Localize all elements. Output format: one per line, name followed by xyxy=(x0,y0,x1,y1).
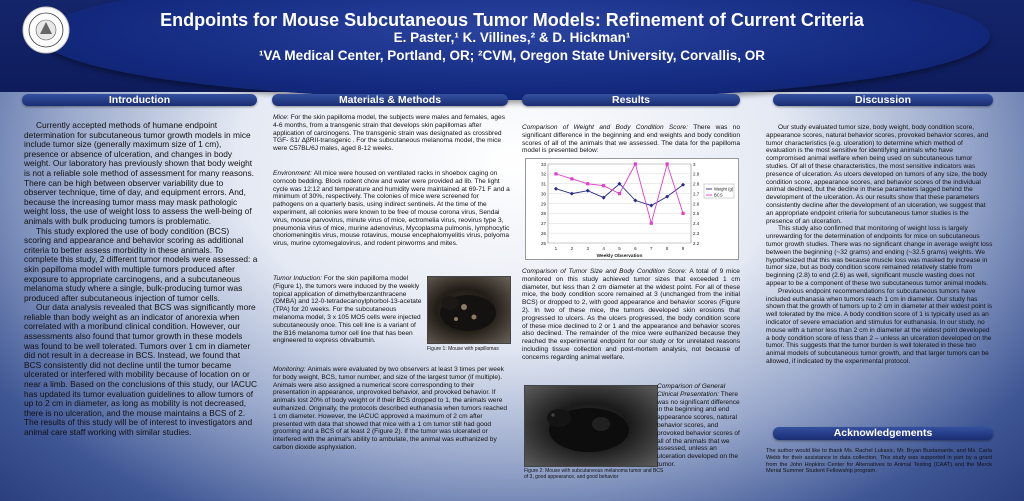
x-tick-label: 3 xyxy=(586,246,589,251)
y2-tick-label: 2.6 xyxy=(693,201,700,207)
methods-monitoring-label: Monitoring: xyxy=(273,366,306,373)
results-weight-bcs-label: Comparison of Weight and Body Condition Score: xyxy=(522,124,688,131)
discussion-paragraph-1: Our study evaluated tumor size, body weight, body condition score, appearance scores, natural behavior scores, provoked behavior scores, and tumor characteristics (e.g. ulceration) to determine which method of evaluation is the most sensitive for identifying animals who have compromised animal welfare when being used on subcutaneous tumor studies. Of all of these characteristics, the most sensitive indicators was presence of ulceration. As ulcers developed on tumors of any size, the body condition score, appearance scores, and behavior scores of the individual animal declined, but the decline in these parameters lagged behind the development of the ulceration. As our results show that these parameters consistently decline after the development of an ulceration, we suggest that an appropriate endpoint criteria for subcutaneous tumor studies is the presence of an ulceration. xyxy=(766,124,989,225)
poster-affiliations: ¹VA Medical Center, Portland, OR; ²CVM, Oregon State University, Corvallis, OR xyxy=(258,48,766,63)
y-tick-label: 30 xyxy=(540,191,546,197)
methods-environment-text: All mice were housed on ventilated racks in shoebox caging on corncob bedding. Block rodent chow and water were provided ad lib. The light cycle was 12:12 and temperature and humidity were maintained at 69-71 F and a minimum of 30%, respectively. The colonies of mice were screened for pathogens on a quarterly basis, using indirect sentinels. At the time of the experiment, all colonies were known to be free of mouse corona virus, Sendai virus, mouse parvovirus, minute virus of mice, ectromelia virus, reovirus type 3, pneumonia virus of mice, murine adenovirus, Mycoplasma pulmonis, lymphocytic choriomeningitis virus, mouse rotavirus, mouse encephalomyelitis virus, polyoma virus, murine cytomegalovirus, and rodent pinworms and mites. xyxy=(273,170,510,248)
introduction-paragraph-2: This study explored the use of body condition (BCS) scoring and appearance and behavior scoring as additional criteria to better assess morbidity in these animals. To complete this study, 2 different tumor models were assessed: a skin papilloma model with multiple tumors produced after exposure to appropriate carcinogens, and a subcutaneous melanoma study where a single, bulk-producing tumor was produced after subcutaneous injection of tumor cells. xyxy=(24,225,258,303)
x-tick-label: 7 xyxy=(650,246,653,251)
discussion-text xyxy=(766,124,994,366)
series-point xyxy=(650,222,653,225)
y2-tick-label: 2.9 xyxy=(693,171,700,177)
x-tick-label: 4 xyxy=(602,246,605,251)
y-tick-label: 25 xyxy=(540,240,546,246)
series-point xyxy=(554,172,557,175)
y2-tick-label: 2.4 xyxy=(693,221,700,227)
x-tick-label: 8 xyxy=(665,246,669,251)
methods-induction xyxy=(273,275,423,345)
discussion-paragraph-3: Previous endpoint recommendations for subcutaneous tumors have included euthanasia when tumors reach 1 cm in diameter. Our study has shown that the growth of tumors up to 2 cm in diameter at their widest point is well tolerated by the mice. A body condition score of 1 is typically used as an indicator of severe emaciation and stimulus for euthanasia. In our study, no mouse with a tumor less than 2 cm in diameter at the widest point developed a body condition score of less than 2 – unless an ulceration developed on the tumor. This suggests that the tumor burden is well tolerated in these two animal models of subcutaneous tumor growth, and that larger tumors can be allowed, if indicated by the experimental protocol. xyxy=(766,287,993,365)
mouse-melanoma-illustration-icon xyxy=(525,386,657,466)
discussion-heading: Discussion xyxy=(773,94,993,106)
results-general-text: There was no significant difference in the beginning and end appearance scores, natural behavior scores, and provoked behavior scores of all of the animals that we assessed, unless an ulceration developed on the tumor. xyxy=(657,390,740,468)
x-axis-label: Weekly Observation xyxy=(596,254,643,259)
x-tick-label: 1 xyxy=(554,246,558,251)
methods-induction-label: Tumor Induction: xyxy=(273,275,322,282)
y2-tick-label: 2.2 xyxy=(693,240,700,246)
x-tick-label: 2 xyxy=(570,246,574,251)
legend-label: BCS xyxy=(714,192,723,198)
introduction-paragraph-1: Currently accepted methods of humane endpoint determination for subcutaneous tumor growth models in mice include tumor size (generally maximum size of 1 cm), presence or absence of ulceration, and changes in body weight. Our laboratory has previously shown that body weight is not a reliable sole method of assessment for many reasons. There can be high between observer variability due to observer technique, time of day, and equipment errors. And, because the increasing tumor mass may mask pathologic weight loss, the use of weight loss to assess the well-being of animals with bulk producing tumors is problematic. xyxy=(24,120,254,226)
y-tick-label: 32 xyxy=(540,171,546,177)
y-tick-label: 26 xyxy=(540,230,546,236)
series-point xyxy=(618,192,621,195)
discussion-paragraph-2: This study also confirmed that monitoring of weight loss is largely unrewarding for the determination of endpoints for mice on subcutaneous tumor growth studies. There was no significant change in average weight loss between the beginning (~32 grams) and ending (~32.5 grams) weights. We hypothesized that this was because muscle loss was masked by increase in tumor size, but as body condition score remained relatively stable from beginning (2.8) to end (2.6) as well, significant muscle wasting does not appear to be a component of these two subcutaneous tumor animal models. xyxy=(766,225,993,287)
y-tick-label: 28 xyxy=(540,211,546,217)
x-tick-label: 5 xyxy=(618,246,621,251)
introduction-text xyxy=(24,121,258,438)
methods-environment-label: Environment: xyxy=(273,170,312,177)
results-weight-bcs-text: There was no significant difference in the beginning and end weights and body condition scores of all of the animals that we assessed. The data for the papilloma model is presented below: xyxy=(522,124,740,155)
y-tick-label: 29 xyxy=(540,201,546,207)
results-tumor-size-text: A total of 9 mice monitored on this study achieved tumor sizes that exceeded 1 cm diameter, but less than 2 cm diameter at the widest point. For all of these mice, the body condition score remained at 3 (unchanged from the initial BCS) or dropped to 2, with good appearance and behavior scores (Figure 2). In two of these mice, the tumors developed skin erosions that progressed to ulcers. As the ulcers progressed, the body condition score of these mice declined to 2 or 1 and the appearance and behavior scores also declined. The remainder of the mice were euthanized because they reached the experimental endpoint for our study or for unrelated reasons including tissue collection and post-mortem analysis, not because of concerns regarding animal welfare. xyxy=(522,268,740,361)
series-point xyxy=(681,212,684,215)
mouse-illustration-icon xyxy=(428,277,510,343)
results-weight-bcs xyxy=(522,124,740,155)
results-tumor-size xyxy=(522,268,740,362)
acknowledgements-heading: Acknowledgements xyxy=(773,427,993,440)
series-point xyxy=(666,162,669,165)
methods-mice-label: Mice xyxy=(273,114,287,121)
y-tick-label: 33 xyxy=(540,161,546,167)
poster-authors: E. Paster,¹ K. Villines,² & D. Hickman¹ xyxy=(393,30,631,45)
y2-tick-label: 2.3 xyxy=(693,230,700,236)
results-tumor-size-label: Comparison of Tumor Size and Body Condition Score: xyxy=(522,268,687,275)
y2-tick-label: 2.5 xyxy=(693,211,700,217)
figure-2-mouse-photo xyxy=(524,385,658,467)
methods-induction-text: For the skin papilloma model (Figure 1), the tumors were induced by the weekly topical application of dimethylbenzanthracene (DMBA) and 12-0-tetradecanoylphorbol-13-acetate (TPA) for 20 weeks. For the subcutaneous melanoma model, 3 x 105 MO5 cells were injected subcutaneously once. This cell line is a variant of the B16 melanoma tumor cell line that has been engineered to express obvalbumin. xyxy=(273,275,422,345)
series-point xyxy=(586,182,589,185)
weight-bcs-chart xyxy=(525,158,739,260)
methods-environment xyxy=(273,170,511,248)
methods-heading: Materials & Methods xyxy=(272,94,508,106)
y2-tick-label: 2.8 xyxy=(693,181,700,187)
figure-1-mouse-photo xyxy=(427,276,511,344)
methods-mice: Mice: For the skin papilloma model, the subjects were males and females, ages 4-6 months, from a transgenic strain that develops skin papillomas after application of carcinogens. The transgenic strain was designated as crossbred TGF- ß1/ ΔβRII-transgenic . For the subcutaneous melanoma model, the mice were C57BL/6J males, aged 8-12 weeks. xyxy=(273,114,505,153)
figure-2-caption: Figure 2: Mouse with subcutaneous melanoma tumor and BCS of 3, good appearance, and good behavior xyxy=(524,468,664,480)
poster-title: Endpoints for Mouse Subcutaneous Tumor Models: Refinement of Current Criteria xyxy=(160,10,864,30)
methods-monitoring xyxy=(273,366,511,452)
legend-label: Weight (g) xyxy=(714,186,734,192)
acknowledgements-text: The author would like to thank Ms. Rachel Lukasic, Mr. Bryan Bustamante, and Ms. Carla Webb for their assistance in data collection. This study was supported in part by a grant from the John Hopkins Center for Alternatives to Animal Testing (CAAT) and the Merck Merial Summer Student Fellowship program. xyxy=(766,448,992,475)
y-tick-label: 31 xyxy=(540,181,546,187)
x-tick-label: 9 xyxy=(681,246,685,251)
y2-tick-label: 3 xyxy=(693,161,696,167)
introduction-heading: Introduction xyxy=(22,94,257,106)
y2-tick-label: 2.7 xyxy=(693,191,700,197)
results-general xyxy=(657,383,743,469)
series-point xyxy=(602,184,605,187)
series-point xyxy=(570,177,573,180)
x-tick-label: 6 xyxy=(634,246,637,251)
y-tick-label: 27 xyxy=(540,221,546,227)
methods-mice-text: For the skin papilloma model, the subjects were males and females, ages 4-6 months, from a transgenic strain that develops skin papillomas after application of carcinogens. The transgenic strain was designated as crossbred TGF- ß1/ ΔβRII-transgenic . For the subcutaneous melanoma model, the mice were C57BL/6J males, aged 8-12 weeks. xyxy=(273,114,505,153)
figure-1-caption: Figure 1: Mouse with papillomas xyxy=(427,346,499,352)
series-point xyxy=(634,162,637,165)
results-heading: Results xyxy=(522,94,740,106)
introduction-paragraph-3: Our data analysis revealed that BCS was significantly more reliable than body weight as an indicator of anorexia when correlated with a moribund clinical condition. However, our assessments also found that tumor growth in these models was found to be well tolerated. Tumors over 1 cm in diameter did not result in a decrease in BCS. Instead, we found that BCS consistently did not decline until the tumor became ulcerated or interfered with mobility because of location on or near a limb. Based on the conclusions of this study, our IACUC has updated its tumor evaluation guidelines to allow tumors of up to 2 cm in diameter, as long as mobility is not decreased, there is no ulceration, and the mouse maintains a BCS of 2. The results of this study will be of interest to investigators and animal care staff working with similar studies. xyxy=(24,302,258,437)
methods-monitoring-text: Animals were evaluated by two observers at least 3 times per week for body weight, BCS, tumor number, and size of the largest tumor (if multiple). Animals were also assigned a numerical score corresponding to their presentation in appearance, unprovoked behavior, and provoked behavior. If animals lost 20% of body weight or if their BCS dropped to 1, the animals were euthanized. Originally, the protocols described euthanasia when tumors reached 1 cm diameter. However, the IACUC approved a maximum of 2 cm after presented with data that showed that mice with a 1 cm tumor still had good grooming and a BCS of at least 2 (Figure 2). If the tumor was ulcerated or interfered with the animal's ability to ambulate, the animal was euthanized by carbon dioxide asphyxiation. xyxy=(273,366,508,451)
results-general-label: Comparison of General Clinical Presentation: xyxy=(657,383,726,398)
